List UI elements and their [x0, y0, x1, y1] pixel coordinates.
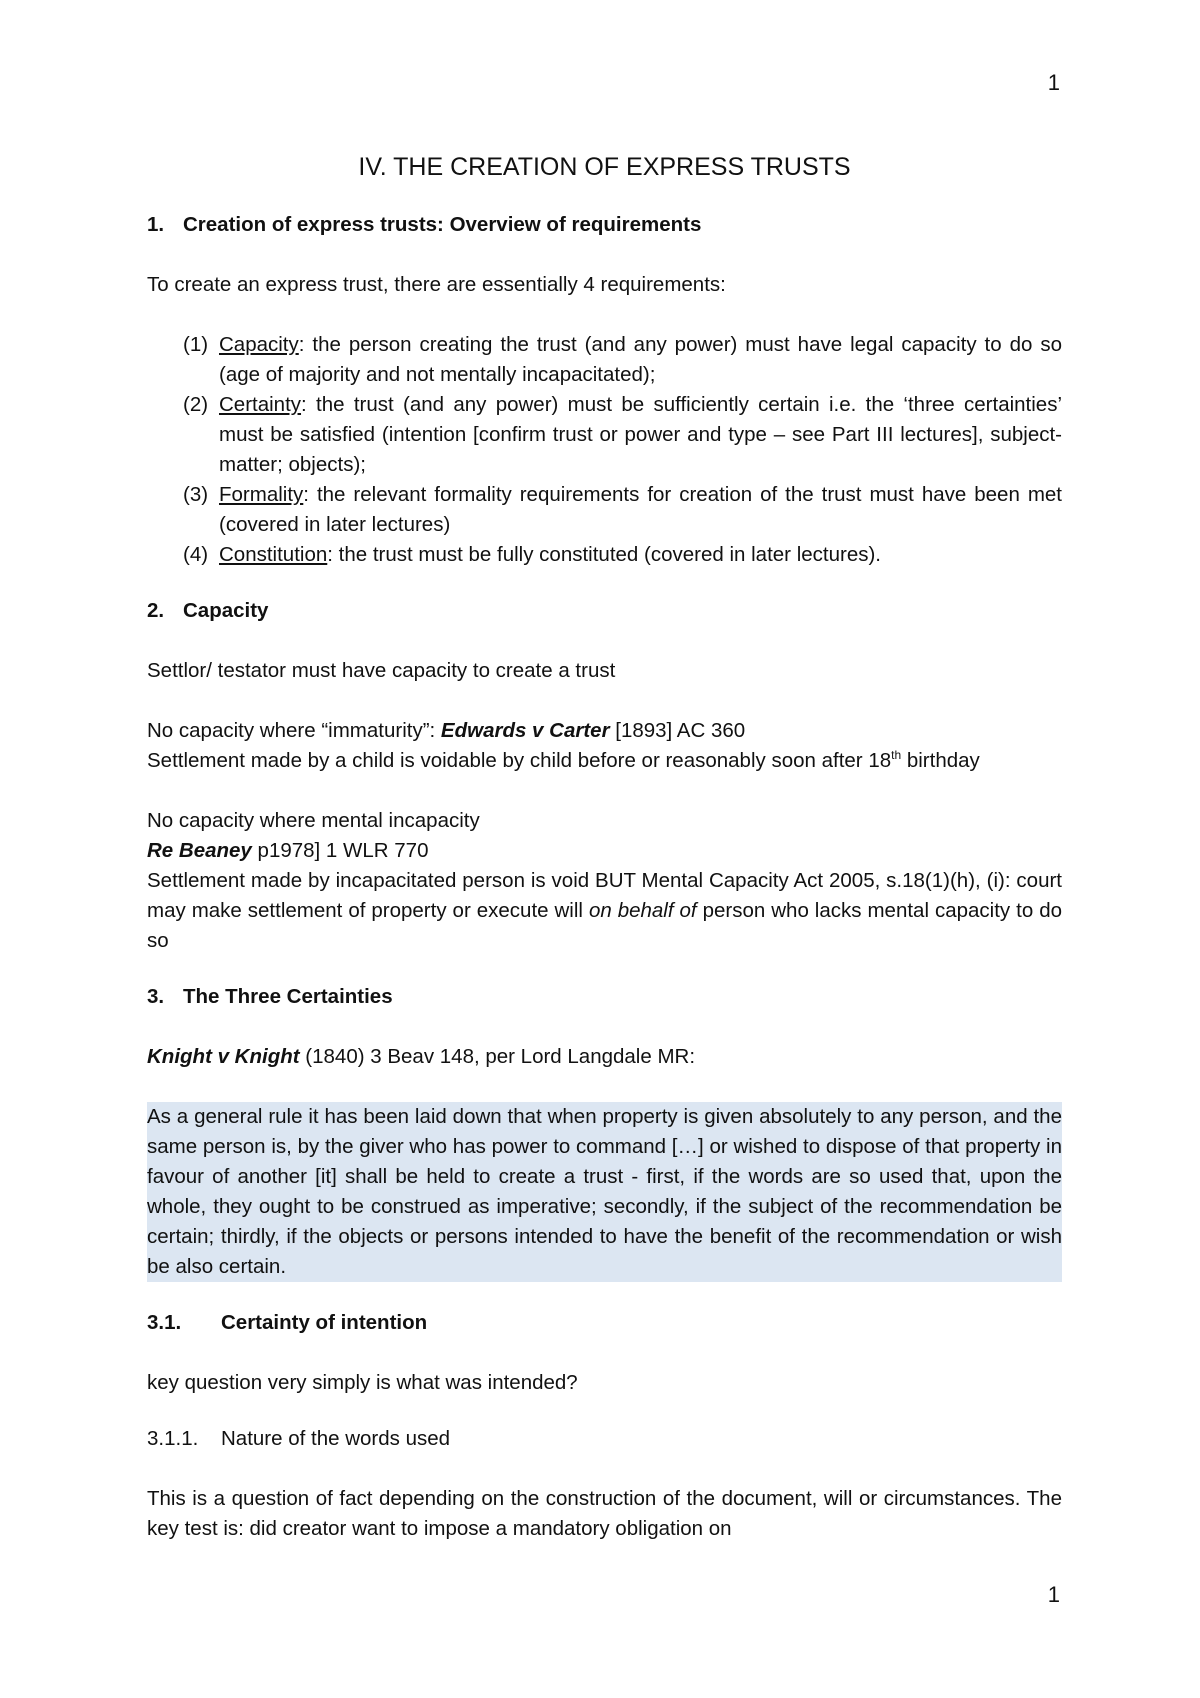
- section-3-heading: [147, 982, 1062, 1012]
- section-2-heading: [147, 596, 1062, 626]
- capacity-text: birthday: [901, 749, 980, 772]
- capacity-paragraph-4: No capacity where mental incapacity: [147, 809, 480, 832]
- section-3-title: The Three Certainties: [183, 985, 393, 1008]
- capacity-text: No capacity where “immaturity”:: [147, 719, 441, 742]
- case-name-edwards-v-carter: Edwards v Carter: [440, 719, 610, 742]
- section-3-1-title: Certainty of intention: [221, 1311, 428, 1334]
- case-citation: (1840) 3 Beav 148, per Lord Langdale MR:: [299, 1045, 696, 1068]
- capacity-text: person who lacks mental capacity to do so: [147, 899, 1062, 952]
- requirement-term: Constitution: [219, 543, 328, 566]
- capacity-text: Settlement made by incapacitated person is void BUT Mental Capacity Act 2005, s.18(1)(h), (i): court may make settlement of property or execute will: [147, 869, 1062, 922]
- section-3-1-1-title: Nature of the words used: [221, 1427, 451, 1450]
- section-3-1-1-number: 3.1.1.: [147, 1427, 199, 1450]
- requirement-term: Formality: [219, 483, 304, 506]
- capacity-paragraph-1: Settlor/ testator must have capacity to create a trust: [147, 659, 616, 682]
- capacity-paragraph-5: [147, 836, 1062, 866]
- requirement-term: Certainty: [219, 393, 302, 416]
- case-citation: [1893] AC 360: [609, 719, 746, 742]
- highlighted-quote: As a general rule it has been laid down that when property is given absolutely to any person, and the same person is, by the giver who has power to command […] or wished to dispose of that property in favour of another [it] shall be held to create a trust - first, if the words are so used that, upon the whole, they ought to be construed as imperative; secondly, if the subject of the recommendation be certain; thirdly, if the objects or persons intended to have the benefit of the recommendation or wish be also certain.: [147, 1102, 1062, 1282]
- section-1-title: Creation of express trusts: Overview of requirements: [183, 213, 702, 236]
- requirements-list: [147, 330, 1062, 570]
- capacity-paragraph-3: [147, 746, 1062, 776]
- superscript-th: th: [891, 748, 902, 763]
- requirement-number: (4): [183, 543, 209, 566]
- section-3-1-heading: [147, 1308, 1062, 1338]
- capacity-text: Settlement made by a child is voidable by child before or reasonably soon after 18: [147, 749, 892, 772]
- case-name-re-beaney: Re Beaney: [147, 839, 252, 862]
- requirement-item: [147, 540, 1062, 570]
- section-3-1-number: 3.1.: [147, 1311, 182, 1334]
- requirement-item: [147, 330, 1062, 390]
- section-1-number: 1.: [147, 213, 165, 236]
- nature-of-words-paragraph: This is a question of fact depending on the construction of the document, will or circumstances. The key test is: did creator want to impose a mandatory obligation on: [147, 1487, 1062, 1540]
- section-3-number: 3.: [147, 985, 165, 1008]
- requirement-text: : the relevant formality requirements for creation of the trust must have been met (covered in later lectures): [219, 483, 1062, 536]
- intention-paragraph: key question very simply is what was intended?: [147, 1371, 578, 1394]
- section-1-heading: [147, 210, 1062, 240]
- requirement-number: (1): [183, 333, 209, 356]
- italic-phrase: on behalf of: [588, 899, 697, 922]
- requirement-item: [147, 390, 1062, 480]
- document-title: IV. THE CREATION OF EXPRESS TRUSTS: [358, 153, 851, 181]
- knight-citation: [147, 1042, 1062, 1072]
- section-2-number: 2.: [147, 599, 165, 622]
- page-number-top: 1: [1047, 70, 1060, 95]
- requirement-item: [147, 480, 1062, 540]
- requirement-text: : the trust must be fully constituted (covered in later lectures).: [327, 543, 882, 566]
- requirement-number: (2): [183, 393, 209, 416]
- requirement-term: Capacity: [219, 333, 299, 356]
- capacity-paragraph-6: [147, 866, 1062, 956]
- section-1-intro: To create an express trust, there are essentially 4 requirements:: [147, 273, 726, 296]
- requirement-number: (3): [183, 483, 209, 506]
- requirement-text: : the trust (and any power) must be sufficiently certain i.e. the ‘three certainties’ must be satisfied (intention [confirm trust or power and type – see Part III lectures], subject-matter; objects);: [219, 393, 1062, 476]
- case-citation: p1978] 1 WLR 770: [251, 839, 429, 862]
- page-number-bottom: 1: [1047, 1582, 1060, 1607]
- requirement-text: : the person creating the trust (and any power) must have legal capacity to do so (age of majority and not mentally incapacitated);: [219, 333, 1062, 386]
- case-name-knight-v-knight: Knight v Knight: [147, 1045, 300, 1068]
- section-3-1-1-heading: [147, 1424, 1062, 1454]
- section-2-title: Capacity: [183, 599, 269, 622]
- document-body: [147, 150, 1062, 1544]
- capacity-paragraph-2: [147, 716, 1062, 746]
